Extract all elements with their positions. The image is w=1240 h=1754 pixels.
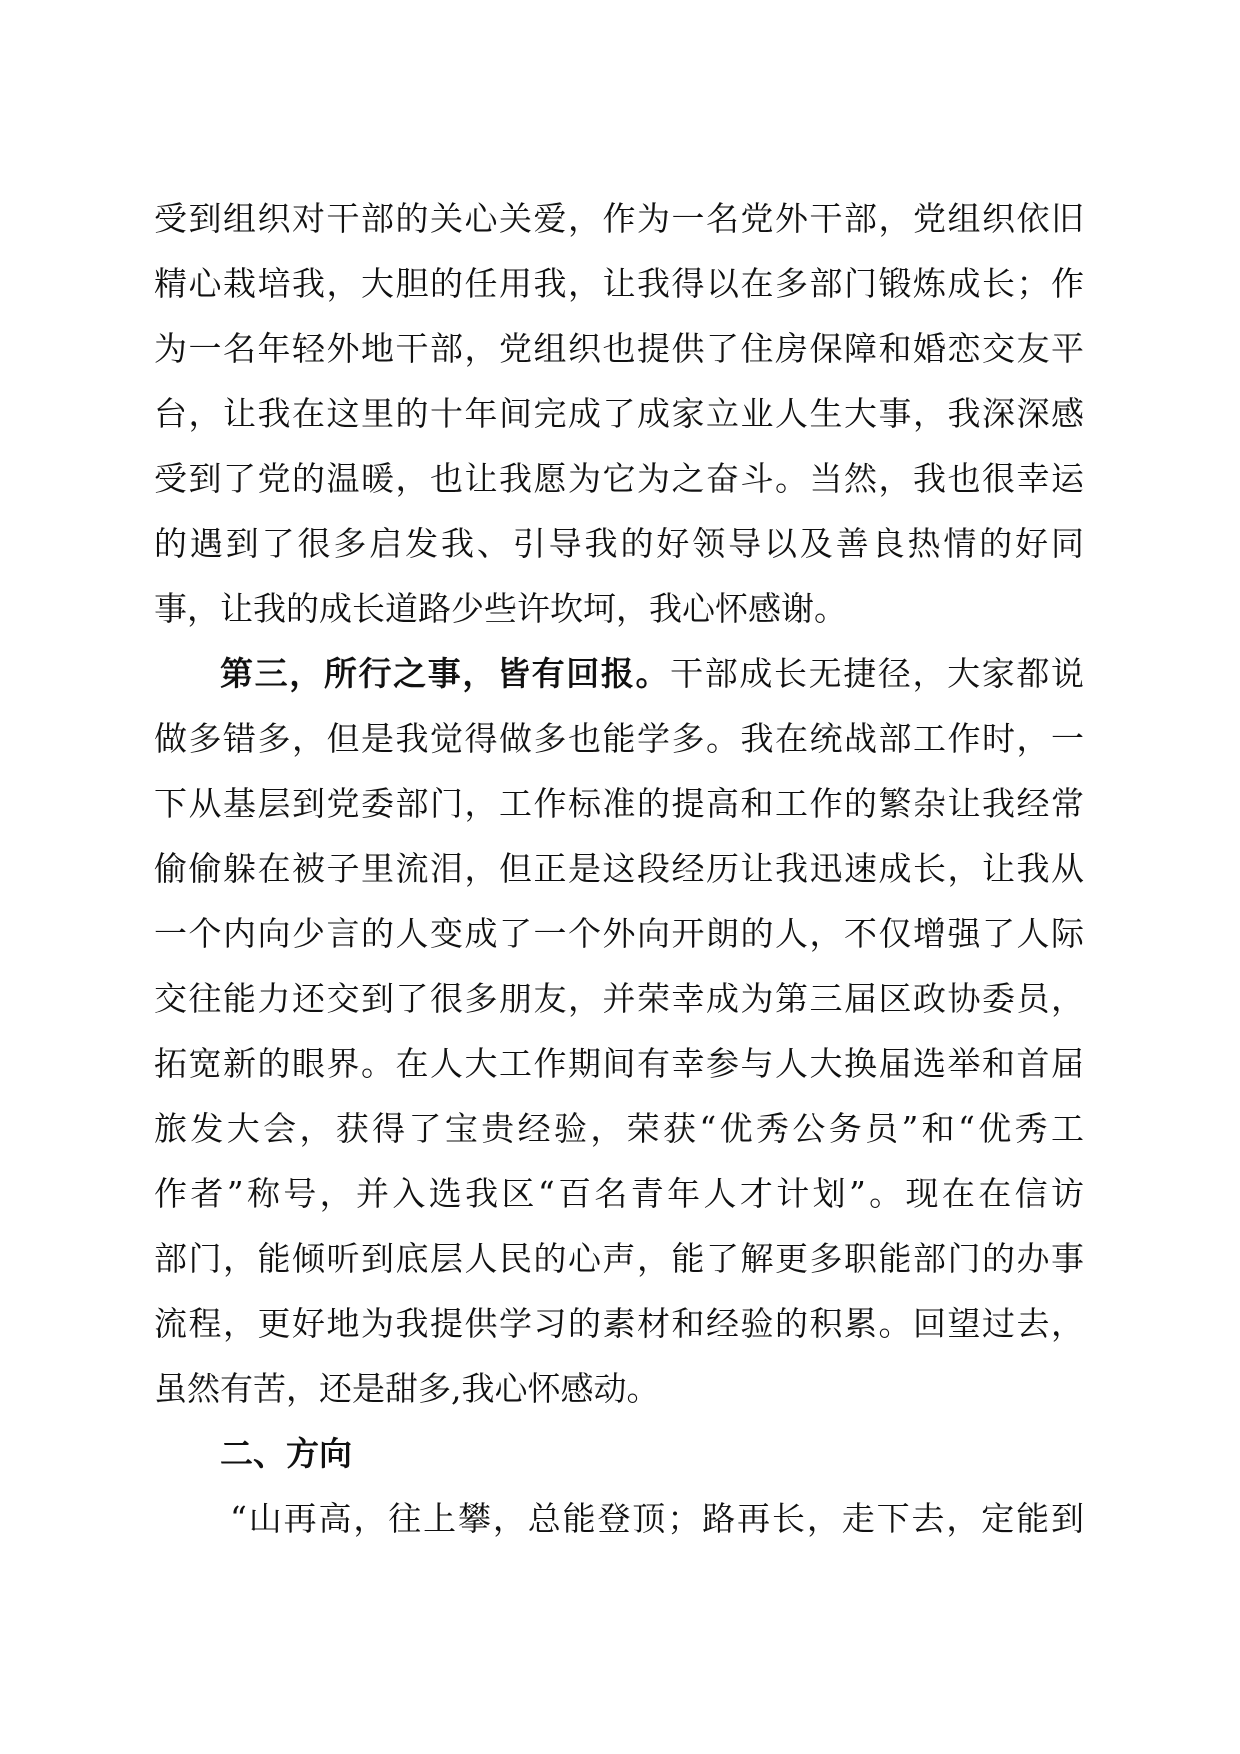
paragraph-2-lead-rest: 干部成长无捷径，大家都说 — [670, 654, 1084, 693]
paragraph-1-line: 台，让我在这里的十年间完成了成家立业人生大事，我深深感 — [154, 394, 1084, 433]
body-text — [154, 186, 1084, 1551]
paragraph-1-line: 精心栽培我，大胆的任用我，让我得以在多部门锻炼成长；作 — [154, 264, 1084, 303]
paragraph-1-line: 受到组织对干部的关心关爱，作为一名党外干部，党组织依旧 — [154, 199, 1084, 238]
paragraph-2-line: 作者”称号，并入选我区“百名青年人才计划”。现在在信访 — [154, 1174, 1084, 1213]
paragraph-2-line: 下从基层到党委部门，工作标准的提高和工作的繁杂让我经常 — [154, 784, 1084, 823]
paragraph-2-line: 偷偷躲在被子里流泪，但正是这段经历让我迅速成长，让我从 — [154, 849, 1084, 888]
paragraph-2-line: 做多错多，但是我觉得做多也能学多。我在统战部工作时，一 — [154, 719, 1084, 758]
paragraph-1-line: 为一名年轻外地干部，党组织也提供了住房保障和婚恋交友平 — [154, 329, 1084, 368]
paragraph-2-line: 一个内向少言的人变成了一个外向开朗的人，不仅增强了人际 — [154, 914, 1084, 953]
section-heading: 二、方向 — [220, 1434, 352, 1473]
paragraph-1-line: 受到了党的温暖，也让我愿为它为之奋斗。当然，我也很幸运 — [154, 459, 1084, 498]
paragraph-1-line: 事，让我的成长道路少些许坎坷，我心怀感谢。 — [154, 589, 847, 628]
paragraph-2-first-line — [154, 641, 1084, 706]
paragraph-2-line: 流程，更好地为我提供学习的素材和经验的积累。回望过去， — [154, 1304, 1084, 1343]
paragraph-2-line: 拓宽新的眼界。在人大工作期间有幸参与人大换届选举和首届 — [154, 1044, 1084, 1083]
paragraph-3-first-line: “山再高，往上攀，总能登顶；路再长，走下去，定能到 — [230, 1499, 1084, 1538]
paragraph-1-line: 的遇到了很多启发我、引导我的好领导以及善良热情的好同 — [154, 524, 1084, 563]
paragraph-2-line: 旅发大会，获得了宝贵经验，荣获“优秀公务员”和“优秀工 — [154, 1109, 1084, 1148]
paragraph-2-line: 虽然有苦，还是甜多,我心怀感动。 — [154, 1369, 660, 1408]
paragraph-2-line: 交往能力还交到了很多朋友，并荣幸成为第三届区政协委员， — [154, 979, 1084, 1018]
paragraph-2-line: 部门，能倾听到底层人民的心声，能了解更多职能部门的办事 — [154, 1239, 1084, 1278]
paragraph-2-lead-bold: 第三，所行之事，皆有回报。 — [220, 654, 671, 693]
